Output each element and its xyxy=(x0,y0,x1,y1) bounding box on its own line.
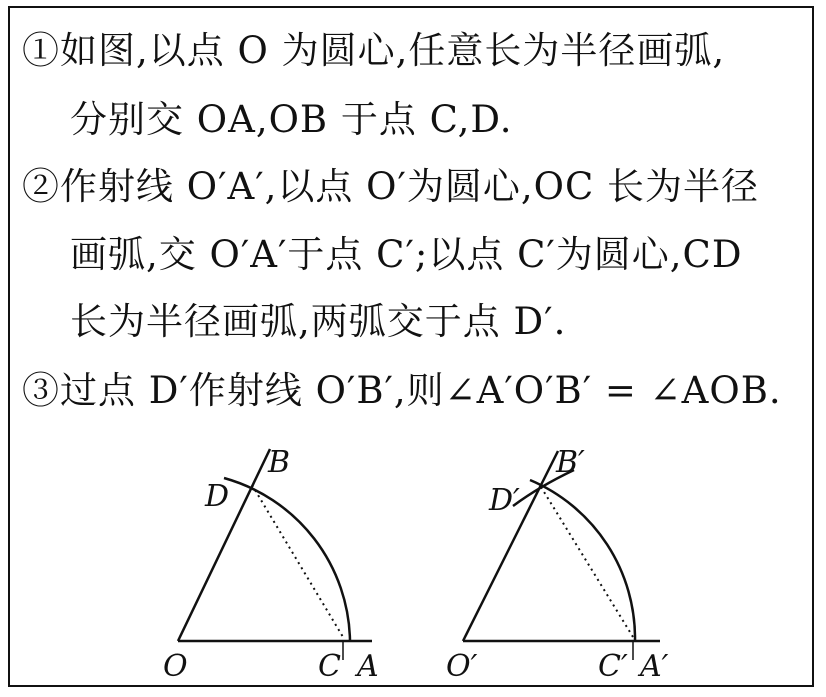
step-2-line-2: 画弧,交 O′A′于点 C′;以点 C′为圆心,CD xyxy=(70,233,743,276)
label-A-prime: A′ xyxy=(640,649,669,684)
ray-OB xyxy=(178,449,270,641)
label-A: A xyxy=(357,649,379,684)
step-2-line-1: ②作射线 O′A′,以点 O′为圆心,OC 长为半径 xyxy=(22,165,760,208)
step-1-line-2: 分别交 OA,OB 于点 C,D. xyxy=(70,98,513,141)
step-3-line-1: ③过点 D′作射线 O′B′,则∠A′O′B′ = ∠AOB. xyxy=(22,369,782,412)
label-O-prime: O′ xyxy=(446,649,478,684)
arc-from-O-prime xyxy=(530,480,635,641)
arc-CD xyxy=(224,478,350,641)
label-C: C xyxy=(318,649,341,684)
label-O: O xyxy=(163,649,188,684)
figure-original-angle xyxy=(163,445,379,684)
label-D-prime: D′ xyxy=(489,483,520,518)
figure-constructed-angle xyxy=(446,445,669,684)
label-D: D xyxy=(205,479,230,514)
label-B-prime: B′ xyxy=(556,445,585,480)
segment-C-prime-D-prime xyxy=(541,487,633,637)
step-1-line-1: ①如图,以点 O 为圆心,任意长为半径画弧, xyxy=(22,29,726,72)
ray-OB-prime xyxy=(463,451,558,641)
step-2-line-3: 长为半径画弧,两弧交于点 D′. xyxy=(70,300,567,343)
label-C-prime: C′ xyxy=(598,649,628,684)
label-B: B xyxy=(268,445,291,480)
